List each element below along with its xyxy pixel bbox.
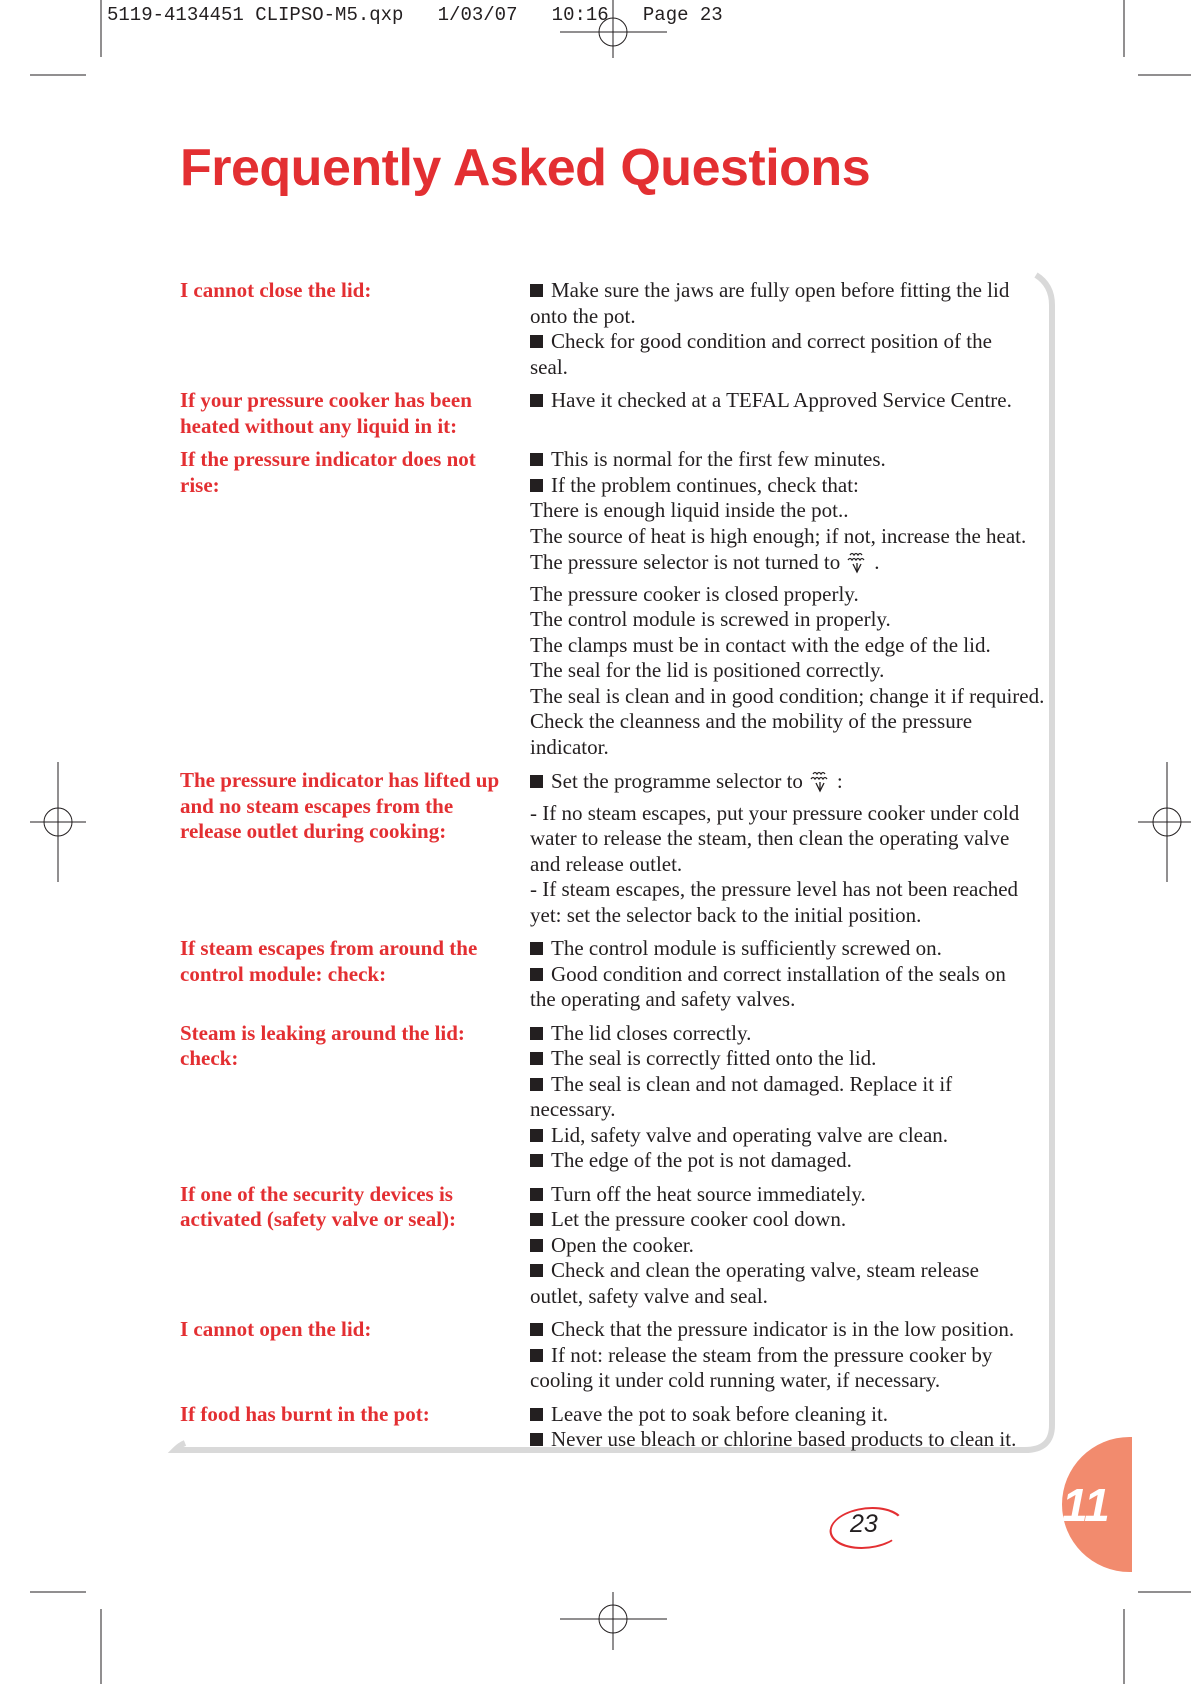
faq-question <box>180 1021 530 1182</box>
print-slug-line: 5119-4134451 CLIPSO-M5.qxp 1/03/07 10:16 Page 23 <box>107 4 723 26</box>
answer-line <box>530 826 1050 852</box>
answer-text: The pressure cooker is closed properly. <box>530 581 859 606</box>
answer-text: Check the cleanness and the mobility of the pressure <box>530 709 973 733</box>
faq-row <box>180 1182 1050 1318</box>
faq-row <box>180 278 1050 388</box>
answer-line <box>530 709 1050 735</box>
faq-question-line: heated without any liquid in it: <box>180 413 458 438</box>
answer-text: Lid, safety valve and operating valve are clean. <box>551 1122 949 1147</box>
answer-line <box>530 1097 1050 1123</box>
faq-answer <box>530 1182 1050 1318</box>
faq-question-line: The pressure indicator has lifted up <box>180 768 500 792</box>
answer-text: water to release the steam, then clean the operating valve <box>530 826 1010 850</box>
faq-answer <box>530 447 1050 768</box>
answer-text: The seal for the lid is positioned correctly. <box>530 658 885 682</box>
answer-text: Good condition and correct installation of the seals on <box>551 961 1006 986</box>
answer-line <box>530 524 1050 550</box>
answer-text: onto the pot. <box>530 303 636 328</box>
answer-bullet-item <box>530 1402 1050 1428</box>
answer-bullet-item <box>530 473 1050 499</box>
answer-text: The seal is clean and in good condition; change it if required. <box>530 683 1045 708</box>
answer-text: Let the pressure cooker cool down. <box>551 1207 847 1231</box>
faq-question <box>180 1317 530 1402</box>
answer-text: The clamps must be in contact with the edge of the lid. <box>530 632 991 657</box>
square-bullet-icon <box>530 453 543 466</box>
square-bullet-icon <box>530 1433 543 1446</box>
answer-text: Check that the pressure indicator is in the low position. <box>551 1317 1015 1341</box>
answer-bullet-item <box>530 1207 1050 1233</box>
answer-line <box>530 658 1050 684</box>
square-bullet-icon <box>530 1323 543 1336</box>
faq-question <box>180 388 530 447</box>
answer-bullet-item <box>530 1148 1050 1174</box>
faq-question <box>180 278 530 388</box>
faq-answer <box>530 936 1050 1021</box>
answer-bullet-item <box>530 1233 1050 1259</box>
answer-bullet-item <box>530 1182 1050 1208</box>
answer-text: necessary. <box>530 1097 616 1121</box>
faq-question-line: I cannot open the lid: <box>180 1317 372 1341</box>
square-bullet-icon <box>530 775 543 788</box>
answer-line <box>530 801 1050 827</box>
answer-text: the operating and safety valves. <box>530 987 796 1011</box>
faq-question-line: If food has burnt in the pot: <box>180 1401 430 1426</box>
answer-text: The seal is correctly fitted onto the lid. <box>551 1046 877 1070</box>
square-bullet-icon <box>530 968 543 981</box>
faq-question-line: I cannot close the lid: <box>180 278 372 302</box>
square-bullet-icon <box>530 1349 543 1362</box>
answer-line <box>530 684 1050 710</box>
page-title: Frequently Asked Questions <box>180 139 871 197</box>
answer-text: If not: release the steam from the pressure cooker by <box>551 1342 993 1367</box>
faq-answer <box>530 1317 1050 1402</box>
answer-text-suffix: : <box>836 769 843 793</box>
answer-text: Turn off the heat source immediately. <box>551 1181 866 1206</box>
square-bullet-icon <box>530 942 543 955</box>
square-bullet-icon <box>530 1239 543 1252</box>
faq-row <box>180 936 1050 1021</box>
answer-line <box>530 735 1050 761</box>
faq-answer <box>530 278 1050 388</box>
faq-question-line: and no steam escapes from the <box>180 793 454 818</box>
faq-row <box>180 388 1050 447</box>
answer-text: indicator. <box>530 734 609 759</box>
answer-line <box>530 987 1050 1013</box>
faq-question-line: release outlet during cooking: <box>180 819 447 843</box>
answer-bullet-item <box>530 1427 1050 1453</box>
answer-text: The control module is sufficiently screwed on. <box>551 936 942 960</box>
answer-line <box>530 355 1050 381</box>
steam-icon <box>844 549 870 582</box>
answer-text: The edge of the pot is not damaged. <box>551 1148 852 1172</box>
faq-table <box>180 278 1050 1461</box>
faq-question-line: activated (safety valve or seal): <box>180 1207 457 1231</box>
answer-bullet-item <box>530 1258 1050 1284</box>
answer-text: Have it checked at a TEFAL Approved Service Centre. <box>551 388 1012 412</box>
faq-question-line: rise: <box>180 472 220 497</box>
faq-row <box>180 1402 1050 1461</box>
answer-line <box>530 498 1050 524</box>
answer-bullet-item <box>530 936 1050 962</box>
answer-text: Open the cooker. <box>551 1232 694 1257</box>
answer-bullet-item <box>530 388 1050 414</box>
faq-question <box>180 936 530 1021</box>
square-bullet-icon <box>530 335 543 348</box>
faq-question-line: control module: check: <box>180 961 387 986</box>
steam-icon <box>807 768 833 801</box>
answer-bullet-item <box>530 329 1050 355</box>
faq-answer <box>530 388 1050 447</box>
faq-question <box>180 1182 530 1318</box>
square-bullet-icon <box>530 284 543 297</box>
faq-question-line: Steam is leaking around the lid: <box>180 1020 465 1045</box>
answer-bullet-item <box>530 1072 1050 1098</box>
answer-text: and release outlet. <box>530 851 683 876</box>
answer-line <box>530 903 1050 929</box>
page-number: 23 <box>850 1510 878 1538</box>
faq-question-line: check: <box>180 1046 239 1070</box>
answer-line <box>530 582 1050 608</box>
answer-text: The lid closes correctly. <box>551 1020 752 1045</box>
faq-row <box>180 1317 1050 1402</box>
answer-text: Check and clean the operating valve, steam release <box>551 1258 979 1282</box>
faq-answer <box>530 768 1050 936</box>
faq-question-line: If one of the security devices is <box>180 1181 453 1206</box>
answer-text: Never use bleach or chlorine based products to clean it. <box>551 1427 1017 1451</box>
square-bullet-icon <box>530 1154 543 1167</box>
answer-bullet-item <box>530 1343 1050 1369</box>
answer-bullet-item <box>530 1317 1050 1343</box>
answer-bullet-item <box>530 278 1050 304</box>
faq-answer <box>530 1402 1050 1461</box>
answer-text: Leave the pot to soak before cleaning it. <box>551 1401 889 1426</box>
faq-question-line: If steam escapes from around the <box>180 936 478 960</box>
answer-bullet-item <box>530 1123 1050 1149</box>
answer-text: yet: set the selector back to the initial position. <box>530 902 922 927</box>
faq-question <box>180 1402 530 1461</box>
answer-bullet-item <box>530 768 1050 801</box>
answer-text: seal. <box>530 354 568 379</box>
faq-question <box>180 768 530 936</box>
answer-text: If the problem continues, check that: <box>551 472 859 497</box>
square-bullet-icon <box>530 1129 543 1142</box>
answer-bullet-item <box>530 962 1050 988</box>
answer-text-suffix: . <box>874 550 880 574</box>
answer-text: - If no steam escapes, put your pressure cooker under cold <box>530 800 1020 825</box>
square-bullet-icon <box>530 1213 543 1226</box>
answer-line <box>530 304 1050 330</box>
faq-question-line: If the pressure indicator does not <box>180 447 476 471</box>
square-bullet-icon <box>530 1188 543 1201</box>
answer-bullet-item <box>530 1046 1050 1072</box>
answer-line <box>530 1284 1050 1310</box>
answer-text: Make sure the jaws are fully open before fitting the lid <box>551 278 1010 302</box>
square-bullet-icon <box>530 394 543 407</box>
faq-row <box>180 1021 1050 1182</box>
square-bullet-icon <box>530 1264 543 1277</box>
answer-text: outlet, safety valve and seal. <box>530 1283 768 1308</box>
answer-text: The control module is screwed in properly. <box>530 607 891 631</box>
answer-text: cooling it under cold running water, if necessary. <box>530 1368 941 1392</box>
square-bullet-icon <box>530 1078 543 1091</box>
square-bullet-icon <box>530 479 543 492</box>
answer-text: Set the programme selector to <box>551 769 803 793</box>
answer-text: The seal is clean and not damaged. Replace it if <box>551 1071 953 1096</box>
faq-answer <box>530 1021 1050 1182</box>
answer-text: The source of heat is high enough; if not, increase the heat. <box>530 523 1027 548</box>
answer-line <box>530 877 1050 903</box>
faq-question <box>180 447 530 768</box>
answer-line <box>530 852 1050 878</box>
faq-question-line: If your pressure cooker has been <box>180 388 472 412</box>
square-bullet-icon <box>530 1408 543 1421</box>
square-bullet-icon <box>530 1052 543 1065</box>
faq-row <box>180 768 1050 936</box>
answer-text: The pressure selector is not turned to <box>530 550 841 574</box>
answer-text: Check for good condition and correct position of the <box>551 329 992 353</box>
answer-line <box>530 1368 1050 1394</box>
answer-text: This is normal for the first few minutes. <box>551 447 886 471</box>
answer-line <box>530 549 1050 582</box>
faq-row <box>180 447 1050 768</box>
answer-text: There is enough liquid inside the pot.. <box>530 498 849 522</box>
square-bullet-icon <box>530 1027 543 1040</box>
answer-bullet-item <box>530 1021 1050 1047</box>
answer-line <box>530 633 1050 659</box>
answer-text: - If steam escapes, the pressure level has not been reached <box>530 877 1019 901</box>
answer-bullet-item <box>530 447 1050 473</box>
answer-line <box>530 607 1050 633</box>
section-number: 11 <box>1062 1479 1110 1531</box>
